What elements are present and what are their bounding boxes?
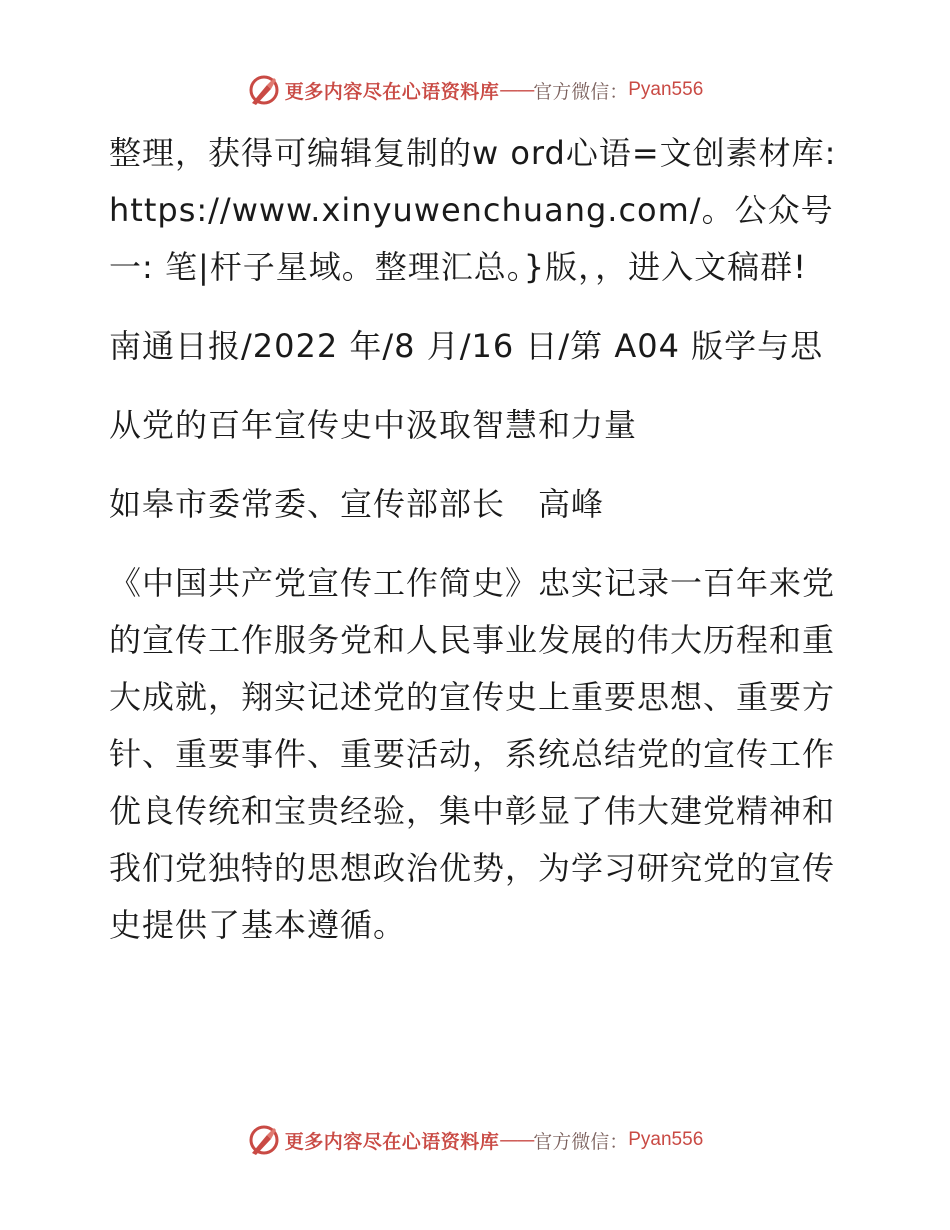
pen-nib-logo-icon [247,1123,281,1157]
banner-contact-label: 官方微信： [533,1130,629,1153]
banner-brand-text: 更多内容尽在心语资料库 [284,80,500,103]
article-author: 如皋市委常委、宣传部部长 高峰 [109,485,605,523]
banner-contact-id: Pyan556 [628,79,704,100]
banner-brand-text: 更多内容尽在心语资料库 [284,1130,500,1153]
intro-paragraph: 整理，获得可编辑复制的w ord心语=文创素材库: https://www.xinyuwenchuang.com/。公众号一: 笔|杆子星域。整理汇总。}版，，进入文稿群! [109,134,837,286]
banner-contact-id: Pyan556 [628,1129,704,1150]
pen-nib-logo-icon [247,73,281,107]
source-line: 南通日报/2022 年/8 月/16 日/第 A04 版学与思 [109,327,824,365]
footer-banner [0,1120,950,1160]
document-content [97,125,857,954]
article-body: 《中国共产党宣传工作简史》忠实记录一百年来党的宣传工作服务党和人民事业发展的伟大历程和重大成就，翔实记述党的宣传史上重要思想、重要方针、重要事件、重要活动，系统总结党的宣传工作优良传统和宝贵经验，集中彰显了伟大建党精神和我们党独特的思想政治优势，为学习研究党的宣传史提供了基本遵循。 [109,564,836,944]
banner-dash: —— [499,79,534,101]
header-banner [0,70,950,110]
banner-contact-label: 官方微信： [533,80,629,103]
banner-dash: —— [499,1129,534,1151]
article-title: 从党的百年宣传史中汲取智慧和力量 [109,406,638,444]
